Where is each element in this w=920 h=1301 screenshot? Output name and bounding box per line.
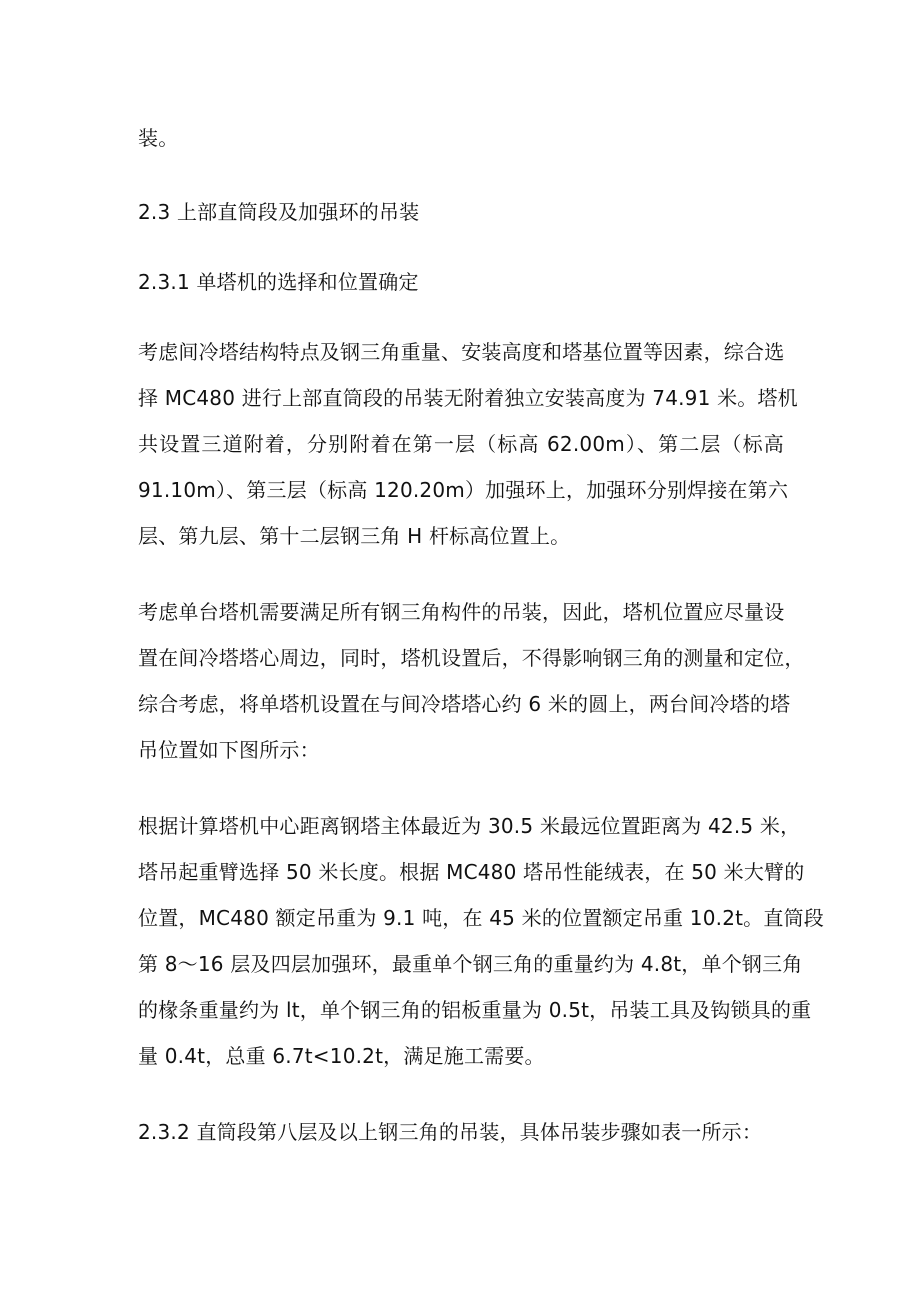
- section-heading-2-3: 2.3 上部直筒段及加强环的吊装: [138, 200, 420, 224]
- paragraph-line: 位置，MC480 额定吊重为 9.1 吨，在 45 米的位置额定吊重 10.2t。直筒段: [138, 906, 824, 930]
- paragraph-line: 91.10m）、第三层（标高 120.20m）加强环上，加强环分别焊接在第六: [138, 478, 789, 502]
- paragraph-line: 共设置三道附着，分别附着在第一层（标高 62.00m）、第二层（标高: [138, 432, 784, 456]
- paragraph-line: 考虑间冷塔结构特点及钢三角重量、安装高度和塔基位置等因素，综合选: [138, 340, 785, 364]
- paragraph-line: 根据计算塔机中心距离钢塔主体最近为 30.5 米最远位置距离为 42.5 米，: [138, 814, 801, 838]
- paragraph-line: 考虑单台塔机需要满足所有钢三角构件的吊装，因此，塔机位置应尽量设: [138, 600, 785, 624]
- paragraph-line: 层、第九层、第十二层钢三角 H 杆标高位置上。: [138, 524, 571, 548]
- paragraph-line: 置在间冷塔塔心周边，同时，塔机设置后，不得影响钢三角的测量和定位，: [138, 646, 805, 670]
- section-heading-2-3-1: 2.3.1 单塔机的选择和位置确定: [138, 270, 419, 294]
- paragraph-line: 量 0.4t，总重 6.7t<10.2t，满足施工需要。: [138, 1044, 545, 1068]
- paragraph-line: 综合考虑，将单塔机设置在与间冷塔塔心约 6 米的圆上，两台间冷塔的塔: [138, 692, 791, 716]
- paragraph-line: 择 MC480 进行上部直筒段的吊装无附着独立安装高度为 74.91 米。塔机: [138, 386, 798, 410]
- paragraph-line: 第 8～16 层及四层加强环，最重单个钢三角的重量约为 4.8t，单个钢三角: [138, 952, 803, 976]
- paragraph-line: 塔吊起重臂选择 50 米长度。根据 MC480 塔吊性能绒表，在 50 米大臂的: [138, 860, 805, 884]
- paragraph-line: 的椽条重量约为 lt，单个钢三角的铝板重量为 0.5t，吊装工具及钩锁具的重: [138, 998, 812, 1022]
- continued-text-fragment: 装。: [138, 126, 179, 150]
- paragraph-line: 吊位置如下图所示：: [138, 738, 320, 762]
- section-heading-2-3-2: 2.3.2 直筒段第八层及以上钢三角的吊装，具体吊装步骤如表一所示：: [138, 1120, 763, 1144]
